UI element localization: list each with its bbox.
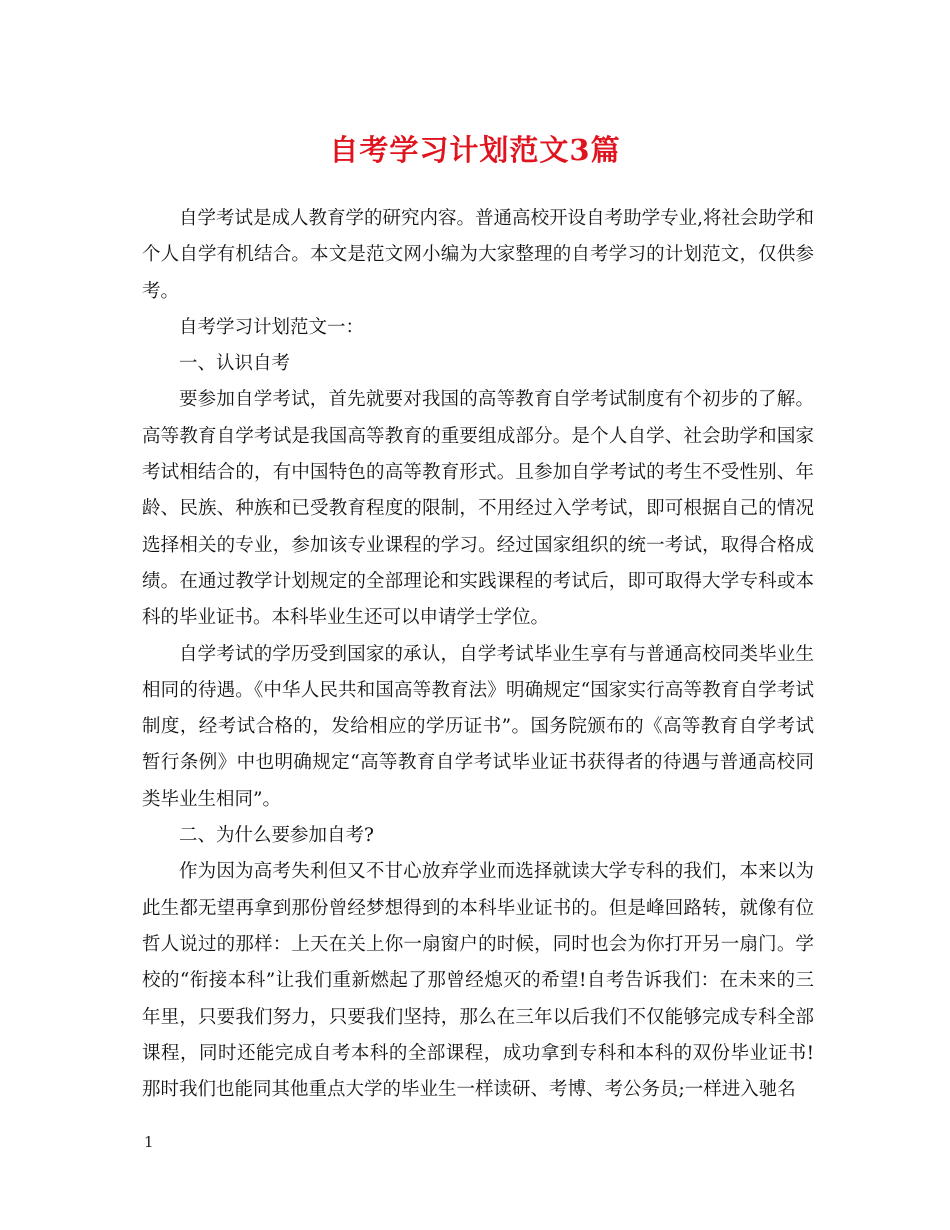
page-number: 1	[144, 1133, 154, 1151]
document-body	[142, 201, 814, 1108]
paragraph-motivation: 作为因为高考失利但又不甘心放弃学业而选择就读大学专科的我们，本来以为此生都无望再拿到那份曾经梦想得到的本科毕业证书的。但是峰回路转，就像有位哲人说过的那样：上天在关上你一扇窗户的时候，同时也会为你打开另一扇门。学校的“衔接本科”让我们重新燃起了那曾经熄灭的希望!自考告诉我们：在未来的三年里，只要我们努力，只要我们坚持，那么在三年以后我们不仅能够完成专科全部课程，同时还能完成自考本科的全部课程，成功拿到专科和本科的双份毕业证书!那时我们也能同其他重点大学的毕业生一样读研、考博、考公务员;一样进入驰名	[142, 861, 814, 1101]
section-heading-understand: 一、认识自考	[179, 353, 291, 375]
paragraph-exam-system: 要参加自学考试，首先就要对我国的高等教育自学考试制度有个初步的了解。高等教育自学考试是我国高等教育的重要组成部分。是个人自学、社会助学和国家考试相结合的，有中国特色的高等教育形式。且参加自学考试的考生不受性别、年龄、民族、种族和已受教育程度的限制，不用经过入学考试，即可根据自己的情况选择相关的专业，参加该专业课程的学习。经过国家组织的统一考试，取得合格成绩。在通过教学计划规定的全部理论和实践课程的考试后，即可取得大学专科或本科的毕业证书。本科毕业生还可以申请学士学位。	[142, 389, 814, 629]
paragraph-recognition: 自学考试的学历受到国家的承认，自学考试毕业生享有与普通高校同类毕业生相同的待遇。《中华人民共和国高等教育法》明确规定“国家实行高等教育自学考试制度，经考试合格的，发给相应的学历证书”。国务院颁布的《高等教育自学考试暂行条例》中也明确规定“高等教育自学考试毕业证书获得者的待遇与普通高校同类毕业生相同”。	[142, 643, 814, 810]
paragraph-intro: 自学考试是成人教育学的研究内容。普通高校开设自考助学专业,将社会助学和个人自学有机结合。本文是范文网小编为大家整理的自考学习的计划范文，仅供参考。	[142, 208, 814, 302]
document-title: 自考学习计划范文3篇	[329, 133, 621, 167]
section-heading-why: 二、为什么要参加自考?	[179, 825, 374, 847]
paragraph-plan-one-heading: 自考学习计划范文一：	[179, 316, 365, 338]
